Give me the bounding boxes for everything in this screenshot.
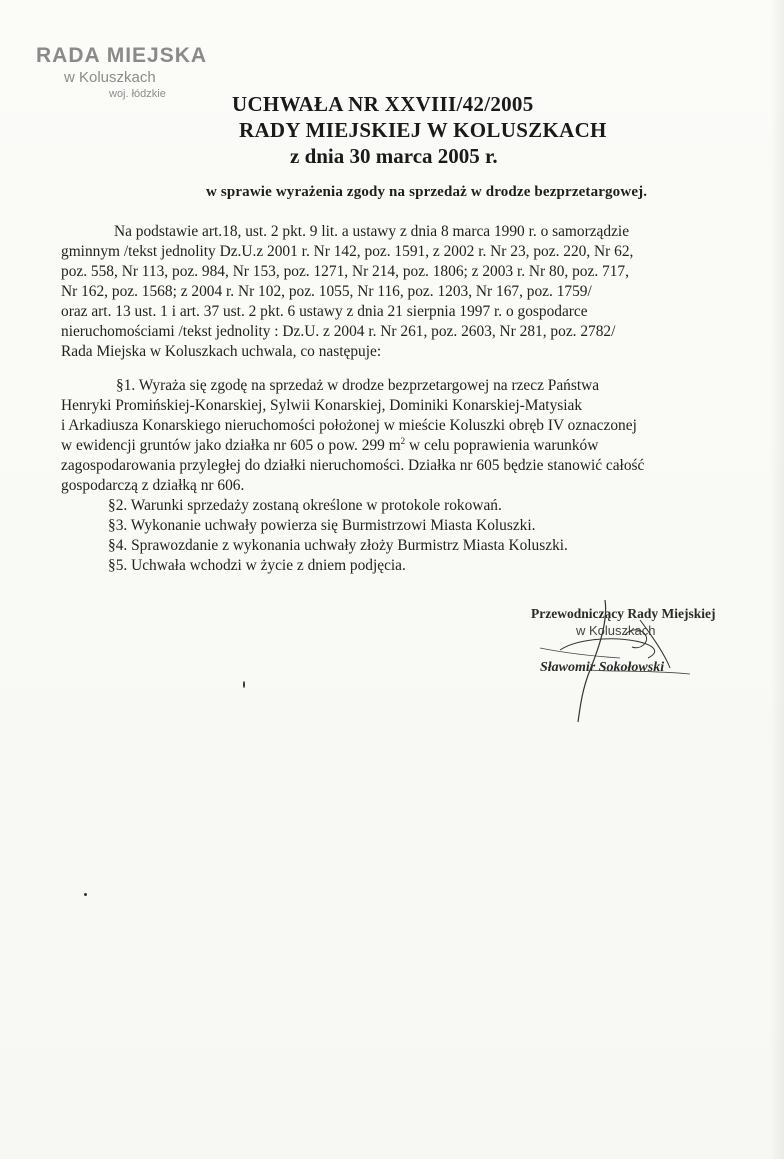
resolution-date: z dnia 30 marca 2005 r. bbox=[290, 144, 498, 168]
council-name-heading: RADY MIEJSKIEJ W KOLUSZKACH bbox=[239, 118, 607, 142]
page-edge-shadow bbox=[770, 0, 784, 1159]
scan-speck bbox=[243, 681, 245, 688]
superscript-2: 2 bbox=[400, 435, 406, 446]
stamp-city: w Koluszkach bbox=[64, 69, 156, 86]
chairman-name: Sławomir Sokołowski bbox=[540, 660, 665, 675]
section-1-line: Henryki Promińskiej-Konarskiej, Sylwii Konarskiej, Dominiki Konarskiej-Matysiak bbox=[61, 397, 583, 414]
section-1-line: §1. Wyraża się zgodę na sprzedaż w drodze bezprzetargowej na rzecz Państwa bbox=[116, 377, 600, 394]
section-4: §4. Sprawozdanie z wykonania uchwały złoży Burmistrz Miasta Koluszki. bbox=[108, 537, 568, 554]
section-5: §5. Uchwała wchodzi w życie z dniem podjęcia. bbox=[108, 557, 406, 574]
section-1-area-text-cont: w celu poprawienia warunków bbox=[405, 437, 599, 454]
section-2: §2. Warunki sprzedaży zostaną określone w protokole rokowań. bbox=[108, 497, 502, 514]
council-stamp bbox=[36, 44, 236, 100]
preamble-line: nieruchomościami /tekst jednolity : Dz.U. z 2004 r. Nr 261, poz. 2603, Nr 281, poz. 2782/ bbox=[61, 323, 616, 340]
preamble-line: poz. 558, Nr 113, poz. 984, Nr 153, poz. 1271, Nr 214, poz. 1806; z 2003 r. Nr 80, poz. 717, bbox=[61, 263, 629, 280]
section-1-area-text: w ewidencji gruntów jako działka nr 605 o pow. 299 m bbox=[61, 437, 401, 454]
resolution-number: UCHWAŁA NR XXVIII/42/2005 bbox=[232, 92, 534, 116]
stamp-council-name: RADA MIEJSKA bbox=[36, 44, 208, 67]
section-1-line: i Arkadiusza Konarskiego nieruchomości położonej w mieście Koluszki obręb IV oznaczonej bbox=[61, 417, 637, 434]
preamble-line: Na podstawie art.18, ust. 2 pkt. 9 lit. a ustawy z dnia 8 marca 1990 r. o samorządzie bbox=[114, 223, 630, 240]
preamble-line: gminnym /tekst jednolity Dz.U.z 2001 r. Nr 142, poz. 1591, z 2002 r. Nr 23, poz. 220, Nr 62, bbox=[61, 243, 634, 260]
chairman-title: Przewodniczący Rady Miejskiej bbox=[531, 606, 716, 621]
section-1-line: gospodarczą z działką nr 606. bbox=[61, 477, 245, 494]
handwritten-signature bbox=[520, 590, 720, 730]
section-1-line: zagospodarowania przyległej do działki nieruchomości. Działka nr 605 będzie stanowić całość bbox=[61, 457, 645, 474]
preamble-line: oraz art. 13 ust. 1 i art. 37 ust. 2 pkt. 6 ustawy z dnia 21 sierpnia 1997 r. o gospodarce bbox=[61, 303, 588, 320]
stamp-voivodeship: woj. łódzkie bbox=[109, 88, 166, 100]
preamble-line: Rada Miejska w Koluszkach uchwala, co następuje: bbox=[61, 343, 382, 360]
chairman-city: w Koluszkach bbox=[576, 623, 656, 638]
resolution-subject: w sprawie wyrażenia zgody na sprzedaż w drodze bezprzetargowej. bbox=[206, 184, 648, 200]
preamble-line: Nr 162, poz. 1568; z 2004 r. Nr 102, poz. 1055, Nr 116, poz. 1203, Nr 167, poz. 1759/ bbox=[61, 283, 592, 300]
section-1-line bbox=[61, 437, 598, 455]
scan-speck bbox=[84, 893, 87, 896]
section-3: §3. Wykonanie uchwały powierza się Burmistrzowi Miasta Koluszki. bbox=[108, 517, 536, 534]
